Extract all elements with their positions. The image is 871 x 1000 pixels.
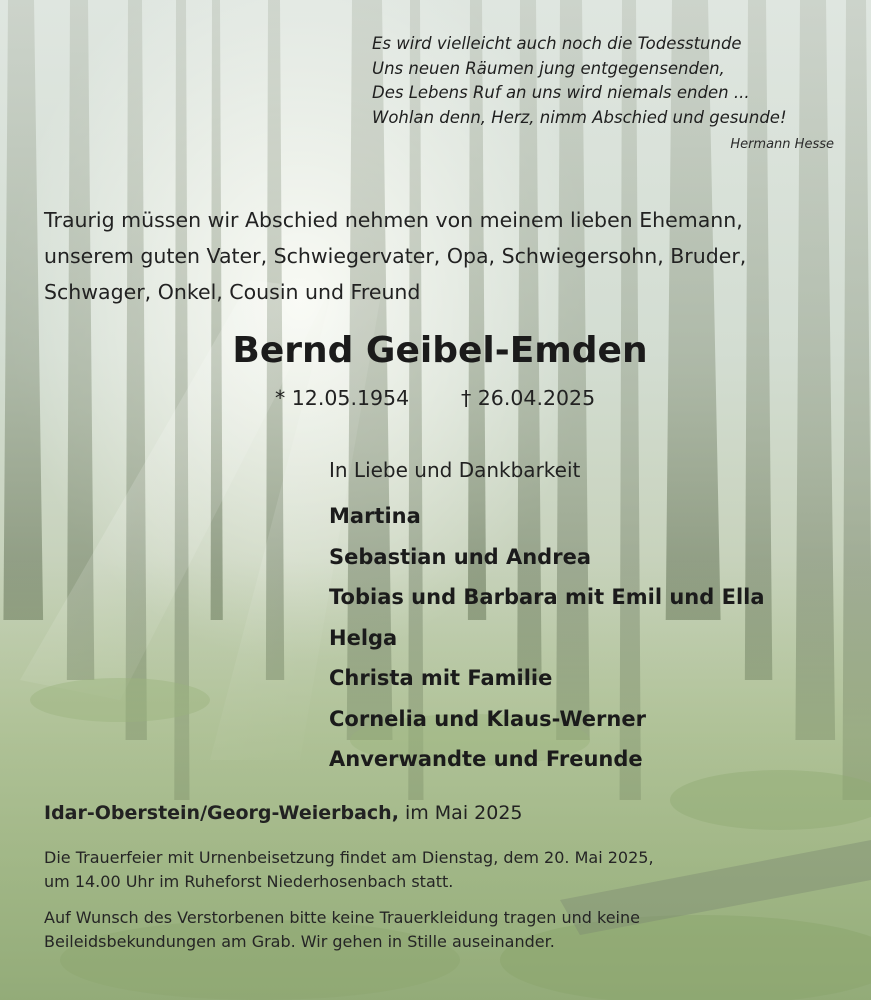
family-member: Martina (329, 504, 421, 528)
note-line: Die Trauerfeier mit Urnenbeisetzung findet am Dienstag, dem 20. Mai 2025, (44, 848, 654, 867)
poem-author: Hermann Hesse (730, 137, 834, 152)
funeral-notes (44, 846, 844, 966)
family-member: Christa mit Familie (329, 666, 553, 690)
intro-line: Traurig müssen wir Abschied nehmen von meinem lieben Ehemann, (44, 208, 743, 232)
note-line: um 14.00 Uhr im Ruheforst Niederhosenbach statt. (44, 872, 454, 891)
deceased-name: Bernd Geibel-Emden (232, 330, 648, 371)
death-date: † 26.04.2025 (461, 386, 596, 410)
place-date: im Mai 2025 (398, 802, 523, 824)
request-note (44, 906, 844, 954)
family-member: Anverwandte und Freunde (329, 747, 643, 771)
poem (372, 32, 842, 130)
place-and-date (44, 802, 844, 824)
dedication: In Liebe und Dankbarkeit (329, 458, 581, 482)
family-member: Tobias und Barbara mit Emil und Ella (329, 585, 765, 609)
family-member: Sebastian und Andrea (329, 544, 591, 569)
family-member: Cornelia und Klaus-Werner (329, 706, 646, 731)
life-dates (275, 386, 635, 410)
poem-line: Es wird vielleicht auch noch die Todesstunde (372, 34, 742, 53)
note-line: Auf Wunsch des Verstorbenen bitte keine Trauerkleidung tragen und keine (44, 908, 640, 927)
intro-line: Schwager, Onkel, Cousin und Freund (44, 280, 421, 304)
family-member: Helga (329, 625, 398, 650)
poem-line: Wohlan denn, Herz, nimm Abschied und gesunde! (372, 107, 787, 127)
intro-line: unserem guten Vater, Schwiegervater, Opa, Schwiegersohn, Bruder, (44, 244, 747, 268)
ceremony-note (44, 846, 844, 894)
place-location: Idar-Oberstein/Georg-Weierbach, (44, 802, 399, 824)
birth-date: * 12.05.1954 (275, 386, 410, 410)
family-list (329, 496, 849, 780)
poem-line: Uns neuen Räumen jung entgegensenden, (372, 58, 725, 78)
intro-text (44, 202, 844, 310)
note-line: Beileidsbekundungen am Grab. Wir gehen in Stille auseinander. (44, 932, 555, 951)
poem-line: Des Lebens Ruf an uns wird niemals enden ... (372, 83, 750, 102)
